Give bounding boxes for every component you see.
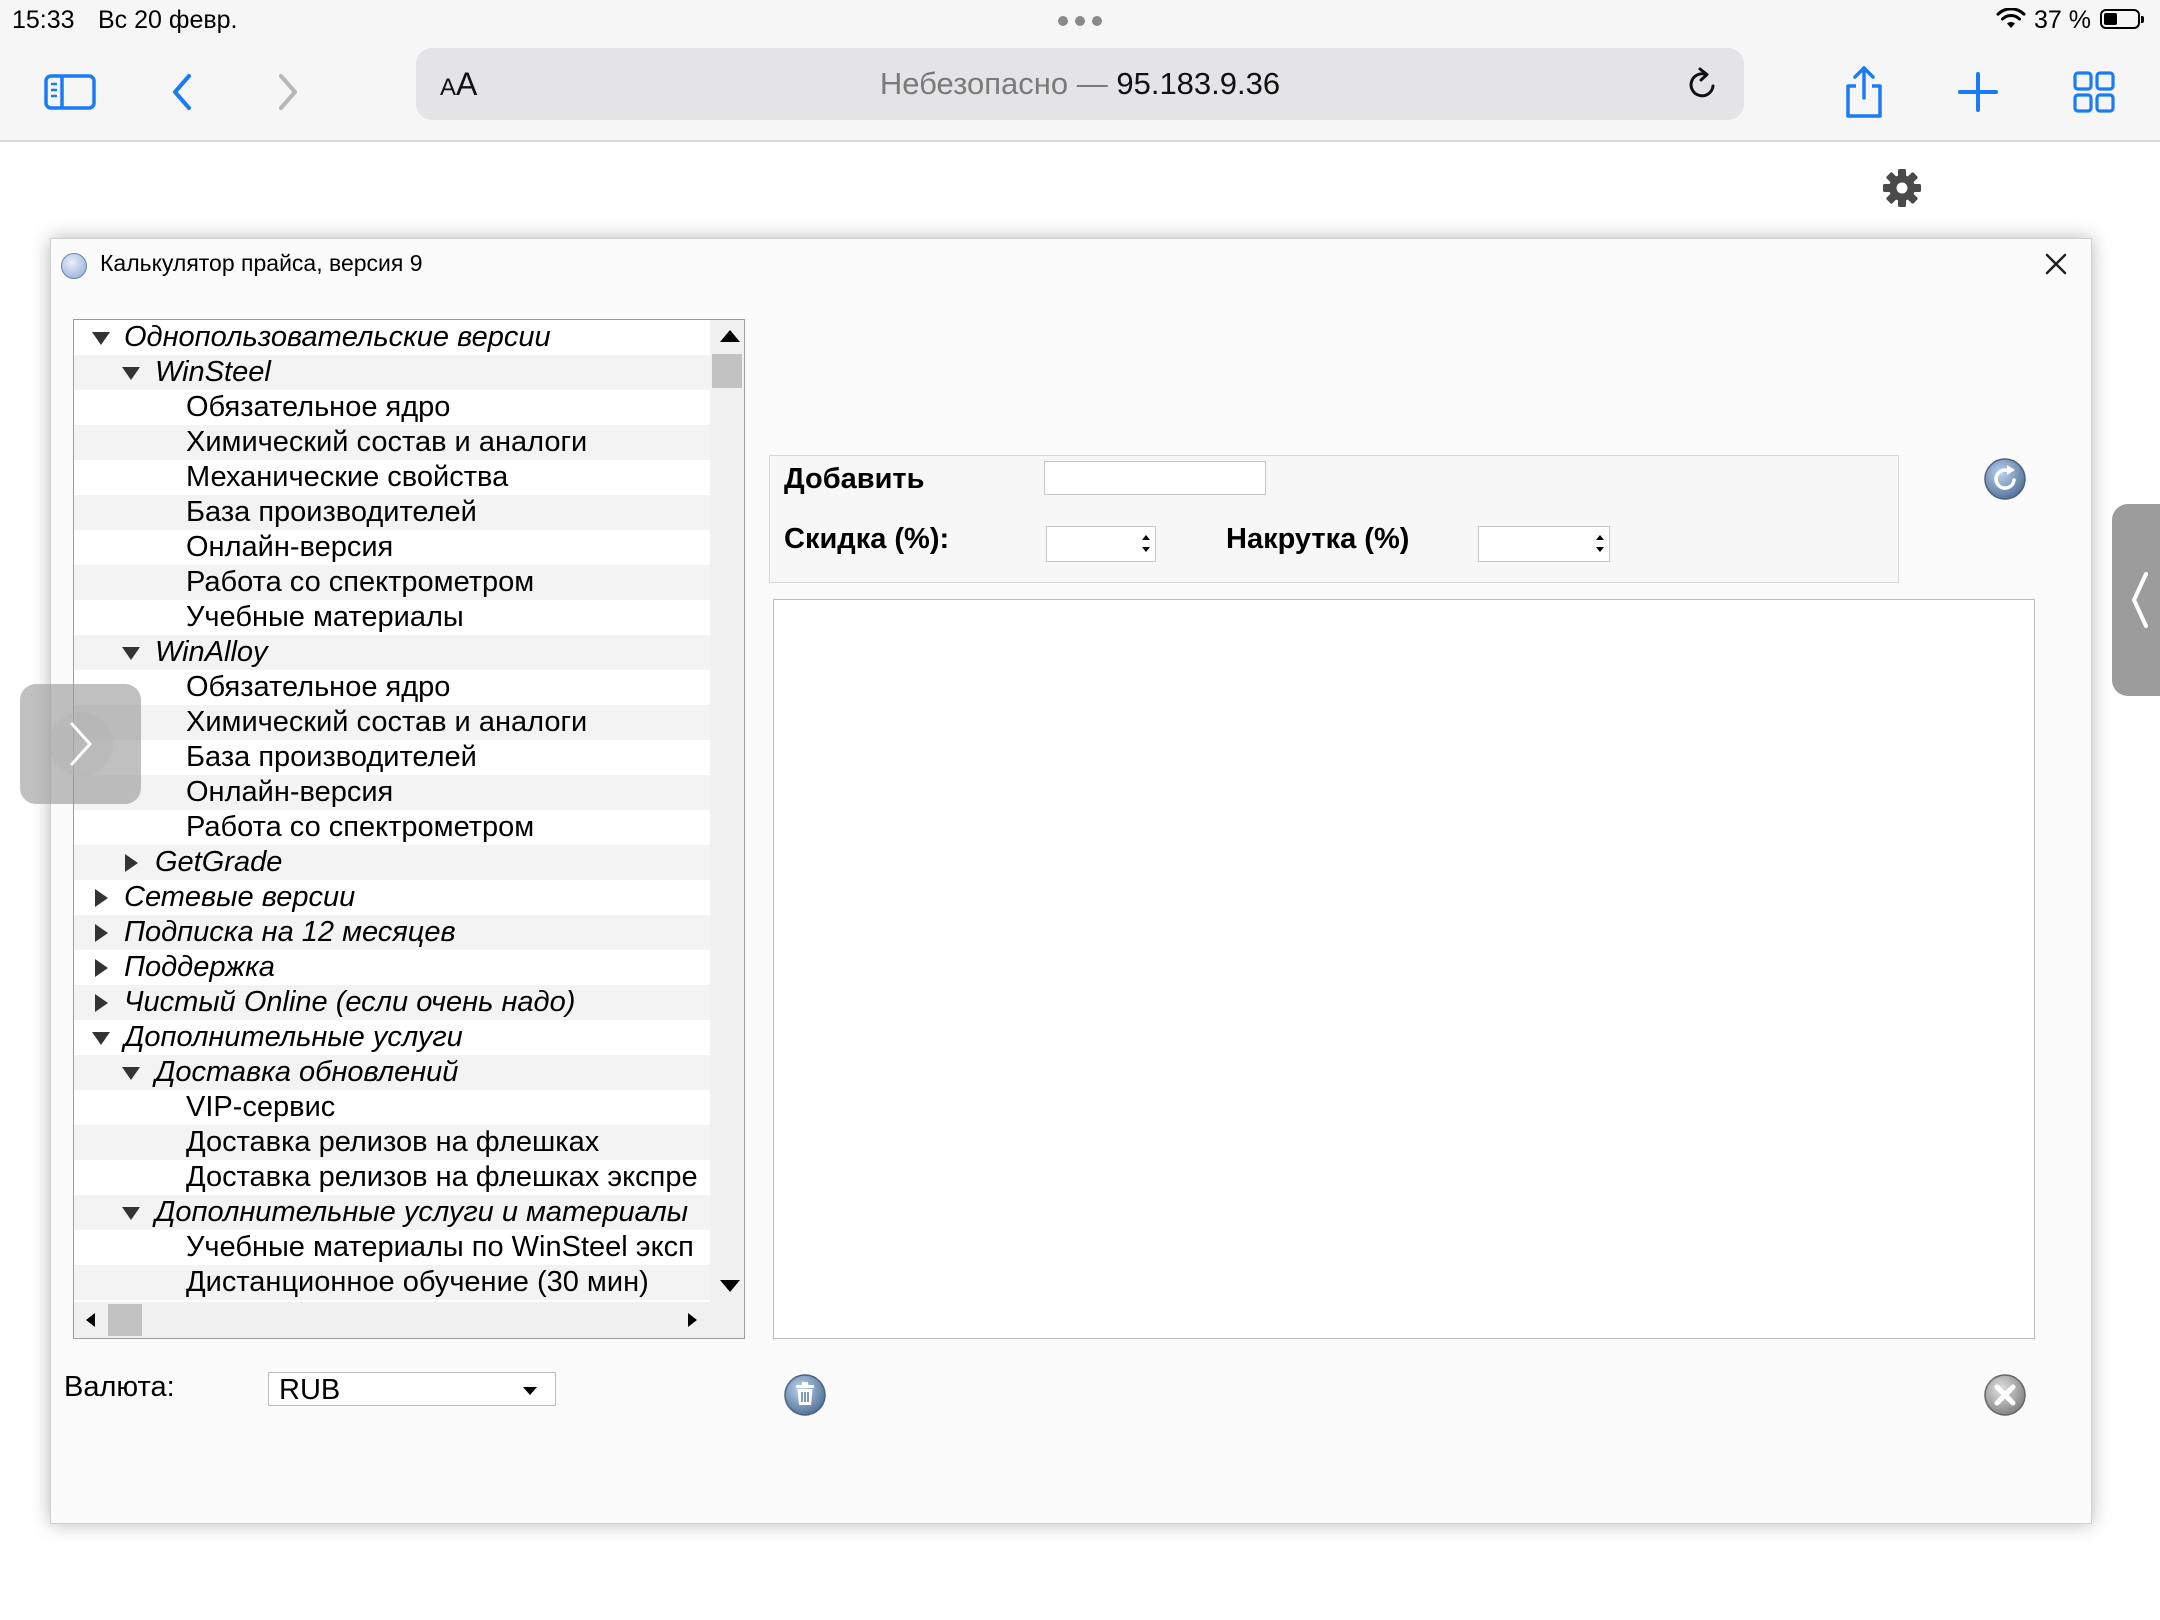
text-size-button[interactable]: AA: [440, 66, 478, 102]
tree-item-label: Онлайн-версия: [186, 776, 394, 808]
currency-select[interactable]: [268, 1372, 556, 1406]
currency-value: RUB: [279, 1374, 341, 1406]
expand-down-arrow-icon[interactable]: [90, 1020, 112, 1055]
expand-down-arrow-icon[interactable]: [90, 320, 112, 355]
battery-percent: 37 %: [2034, 6, 2091, 34]
tree-item-label: Обязательное ядро: [186, 391, 451, 423]
expand-down-arrow-icon[interactable]: [120, 635, 142, 670]
tree-item[interactable]: [74, 1265, 710, 1300]
pricing-form: [769, 455, 1899, 583]
chevron-down-icon: [523, 1387, 537, 1395]
tree-item-label: Механические свойства: [186, 461, 509, 493]
status-bar: [0, 0, 2160, 44]
markup-spin-arrows-icon[interactable]: [1592, 527, 1608, 561]
markup-label: Накрутка (%): [1226, 523, 1410, 555]
scroll-right-arrow-icon[interactable]: [688, 1313, 697, 1327]
app-icon: [61, 253, 87, 279]
tree-group[interactable]: [74, 635, 710, 670]
tree-item-label: Доставка релизов на флешках экспре: [186, 1161, 698, 1193]
tree-item-label: Подписка на 12 месяцев: [124, 916, 456, 948]
tree-item-label: Работа со спектрометром: [186, 811, 535, 843]
horizontal-scroll-thumb[interactable]: [108, 1304, 142, 1336]
tree-group[interactable]: [74, 880, 710, 915]
settings-gear-icon[interactable]: [1882, 168, 1922, 208]
tree-item[interactable]: [74, 1160, 710, 1195]
tree-item[interactable]: [74, 1090, 710, 1125]
expand-down-arrow-icon[interactable]: [120, 1055, 142, 1090]
tree-item-label: Обязательное ядро: [186, 671, 451, 703]
tree-horizontal-scrollbar[interactable]: [74, 1302, 710, 1338]
tree-item-label: Чистый Online (если очень надо): [124, 986, 576, 1018]
dialog-title: Калькулятор прайса, версия 9: [100, 250, 423, 276]
tree-item-label: Однопользовательские версии: [124, 321, 551, 353]
tree-group[interactable]: [74, 985, 710, 1020]
tree-group[interactable]: [74, 320, 710, 355]
tree-group[interactable]: [74, 915, 710, 950]
tree-item[interactable]: [74, 775, 710, 810]
discount-label: Скидка (%):: [784, 523, 950, 555]
scroll-left-arrow-icon[interactable]: [86, 1313, 95, 1327]
expand-down-arrow-icon[interactable]: [120, 1195, 142, 1230]
tree-item-label: База производителей: [186, 496, 477, 528]
tree-vertical-scrollbar[interactable]: [710, 320, 744, 1302]
tree-item-label: Доставка релизов на флешках: [186, 1126, 600, 1158]
share-icon[interactable]: [1832, 60, 1896, 124]
battery-icon: [2100, 9, 2140, 29]
vertical-scroll-thumb[interactable]: [712, 354, 742, 388]
expand-right-arrow-icon[interactable]: [90, 985, 112, 1020]
back-icon[interactable]: [150, 60, 214, 124]
tree-group[interactable]: [74, 845, 710, 880]
cancel-icon[interactable]: [1983, 1373, 2027, 1417]
address-bar[interactable]: [416, 48, 1744, 120]
tree-item[interactable]: [74, 425, 710, 460]
product-tree: [73, 319, 745, 1339]
tree-item-label: Работа со спектрометром: [186, 566, 535, 598]
expand-right-arrow-icon[interactable]: [90, 915, 112, 950]
discount-spinbox[interactable]: [1046, 526, 1156, 562]
discount-spin-arrows-icon[interactable]: [1138, 527, 1154, 561]
tree-item-label: Химический состав и аналоги: [186, 706, 588, 738]
tree-group[interactable]: [74, 1055, 710, 1090]
currency-label: Валюта:: [64, 1371, 175, 1403]
refresh-icon[interactable]: [1983, 457, 2027, 501]
tree-item-label: Учебные материалы по WinSteel эксп: [186, 1231, 694, 1263]
chevron-right-icon: [20, 684, 141, 804]
markup-input[interactable]: [1478, 526, 1610, 562]
tree-item-label: Дистанционное обучение (30 мин): [186, 1266, 649, 1298]
status-time: 15:33: [12, 6, 75, 34]
tree-item[interactable]: [74, 530, 710, 565]
close-icon[interactable]: [2039, 247, 2073, 281]
side-panel-handle-left[interactable]: [20, 684, 141, 804]
tabs-overview-icon[interactable]: [2062, 60, 2126, 124]
address-security-label: Небезопасно —: [879, 66, 1117, 101]
tree-item[interactable]: [74, 565, 710, 600]
price-calculator-dialog: [50, 238, 2092, 1524]
scroll-up-arrow-icon[interactable]: [720, 330, 740, 342]
price-result-area: [773, 599, 2035, 1339]
add-input[interactable]: [1044, 461, 1266, 495]
new-tab-icon[interactable]: [1946, 60, 2010, 124]
expand-right-arrow-icon[interactable]: [90, 950, 112, 985]
tree-item-label: Дополнительные услуги и материалы: [155, 1196, 689, 1228]
tree-item[interactable]: [74, 495, 710, 530]
dialog-titlebar[interactable]: [51, 239, 2091, 289]
scroll-down-arrow-icon[interactable]: [720, 1280, 740, 1292]
tree-item-label: Поддержка: [124, 951, 275, 983]
tree-item-label: WinAlloy: [155, 636, 268, 668]
tree-item[interactable]: [74, 460, 710, 495]
product-tree-rows: [74, 320, 710, 1300]
side-panel-handle-right[interactable]: [2112, 504, 2160, 696]
markup-spinbox[interactable]: [1478, 526, 1610, 562]
tree-item-label: Химический состав и аналоги: [186, 426, 588, 458]
add-label: Добавить: [784, 463, 925, 495]
forward-icon[interactable]: [256, 60, 320, 124]
tree-item[interactable]: [74, 670, 710, 705]
expand-right-arrow-icon[interactable]: [120, 845, 142, 880]
tree-item[interactable]: [74, 705, 710, 740]
tree-item[interactable]: [74, 390, 710, 425]
tree-item[interactable]: [74, 810, 710, 845]
tree-item[interactable]: [74, 1230, 710, 1265]
trash-icon[interactable]: [783, 1373, 827, 1417]
expand-right-arrow-icon[interactable]: [90, 880, 112, 915]
wifi-icon: [1996, 8, 2026, 30]
tree-group[interactable]: [74, 355, 710, 390]
tree-item-label: WinSteel: [155, 356, 271, 388]
tree-item-label: Учебные материалы: [186, 601, 464, 633]
browser-toolbar: [0, 44, 2160, 142]
scrollbar-corner: [710, 1302, 744, 1338]
address-url[interactable]: [416, 66, 1744, 102]
address-host: 95.183.9.36: [1116, 66, 1281, 101]
expand-down-arrow-icon[interactable]: [120, 355, 142, 390]
tree-group[interactable]: [74, 950, 710, 985]
multitasking-dots-icon[interactable]: [1058, 16, 1102, 28]
tree-item-label: VIP-сервис: [186, 1091, 336, 1123]
tree-item-label: Онлайн-версия: [186, 531, 394, 563]
tree-group[interactable]: [74, 1020, 710, 1055]
tree-item[interactable]: [74, 740, 710, 775]
status-date: Вс 20 февр.: [98, 6, 238, 34]
tree-item-label: Доставка обновлений: [155, 1056, 459, 1088]
tree-item-label: Сетевые версии: [124, 881, 356, 913]
tree-item-label: База производителей: [186, 741, 477, 773]
sidebar-icon[interactable]: [38, 60, 102, 124]
tree-item-label: GetGrade: [155, 846, 283, 878]
tree-item[interactable]: [74, 600, 710, 635]
reload-icon[interactable]: [1682, 64, 1722, 104]
tree-group[interactable]: [74, 1195, 710, 1230]
tree-item-label: Дополнительные услуги: [124, 1021, 463, 1053]
chevron-left-icon: [2112, 504, 2160, 696]
tree-item[interactable]: [74, 1125, 710, 1160]
